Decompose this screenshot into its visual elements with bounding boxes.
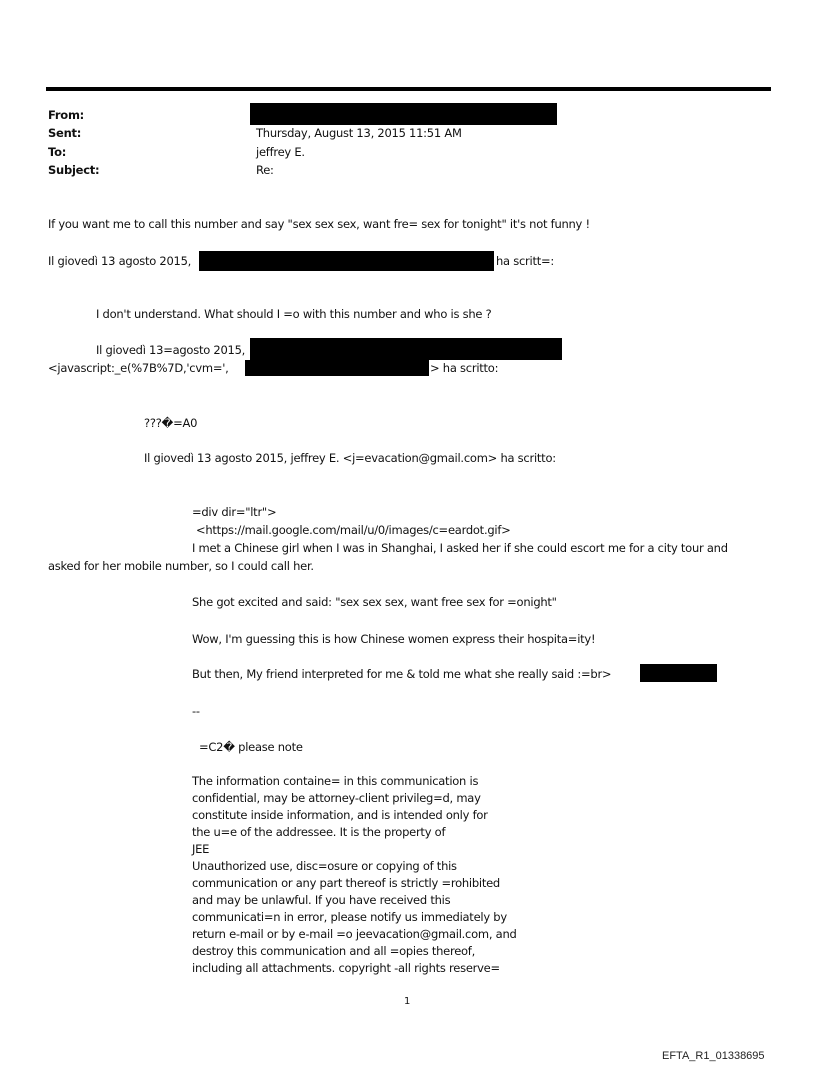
level2-text: ???�=A0 — [144, 416, 198, 430]
disclaimer-line: The information containe= in this communication is — [192, 774, 479, 788]
quote3-text: Il giovedì 13 agosto 2015, jeffrey E. <j=evacation@gmail.com> ha scritto: — [144, 451, 556, 465]
disclaimer-line: constitute inside information, and is intended only for — [192, 808, 488, 822]
from-redaction — [250, 103, 557, 125]
subject-value: Re: — [256, 163, 274, 177]
signature-dashes: -- — [192, 704, 200, 718]
disclaimer-line: Unauthorized use, disc=osure or copying of this — [192, 859, 457, 873]
disclaimer-line: communicati=n in error, please notify us immediately by — [192, 910, 507, 924]
wow-line: Wow, I'm guessing this is how Chinese women express their hospita=ity! — [192, 632, 596, 646]
img-line: <https://mail.google.com/mail/u/0/images/c=eardot.gif> — [196, 523, 511, 537]
from-label: From: — [48, 108, 85, 122]
page-number: 1 — [404, 996, 411, 1007]
note-line: =C2� please note — [199, 740, 303, 754]
disclaimer-line: and may be unlawful. If you have received this — [192, 893, 451, 907]
to-label: To: — [48, 145, 67, 159]
disclaimer-line: return e-mail or by e-mail =o jeevacation@gmail.com, and — [192, 927, 517, 941]
quote2-line2-suffix: > ha scritto: — [430, 361, 499, 375]
disclaimer-line: confidential, may be attorney-client privileg=d, may — [192, 791, 481, 805]
header-rule — [46, 87, 771, 91]
reply-text: If you want me to call this number and say "sex sex sex, want fre= sex for tonight" it's not funny ! — [48, 217, 590, 231]
quote1-suffix: ha scritt=: — [496, 254, 555, 268]
level1-text: I don't understand. What should I =o with this number and who is she ? — [96, 307, 492, 321]
quote1-prefix: Il giovedì 13 agosto 2015, — [48, 254, 192, 268]
quote2-redaction — [250, 338, 562, 360]
subject-label: Subject: — [48, 163, 100, 177]
excited-line: She got excited and said: "sex sex sex, want free sex for =onight" — [192, 595, 557, 609]
friend-line: But then, My friend interpreted for me & told me what she really said :=br> — [192, 667, 612, 681]
friend-redaction — [640, 664, 717, 682]
disclaimer-line: the u=e of the addressee. It is the property of — [192, 825, 446, 839]
quote2-line2-prefix: <javascript:_e(%7B%7D,'cvm=', — [48, 361, 229, 375]
quote1-redaction — [199, 251, 494, 271]
quote2-line2-redaction — [245, 360, 429, 376]
disclaimer-line: communication or any part thereof is strictly =rohibited — [192, 876, 500, 890]
disclaimer-line: JEE — [192, 842, 210, 856]
sent-label: Sent: — [48, 126, 82, 140]
disclaimer-line: destroy this communication and all =opies thereof, — [192, 944, 476, 958]
disclaimer-line: including all attachments. copyright -all rights reserve= — [192, 961, 500, 975]
bates-number: EFTA_R1_01338695 — [662, 1050, 765, 1062]
sent-value: Thursday, August 13, 2015 11:51 AM — [256, 126, 462, 140]
story-line2: asked for her mobile number, so I could call her. — [48, 559, 314, 573]
to-value: jeffrey E. — [256, 145, 305, 159]
story-line1: I met a Chinese girl when I was in Shanghai, I asked her if she could escort me for a city tour and — [192, 541, 728, 555]
quote2-prefix: Il giovedì 13=agosto 2015, — [96, 343, 246, 357]
div-line: =div dir="ltr"> — [192, 505, 277, 519]
